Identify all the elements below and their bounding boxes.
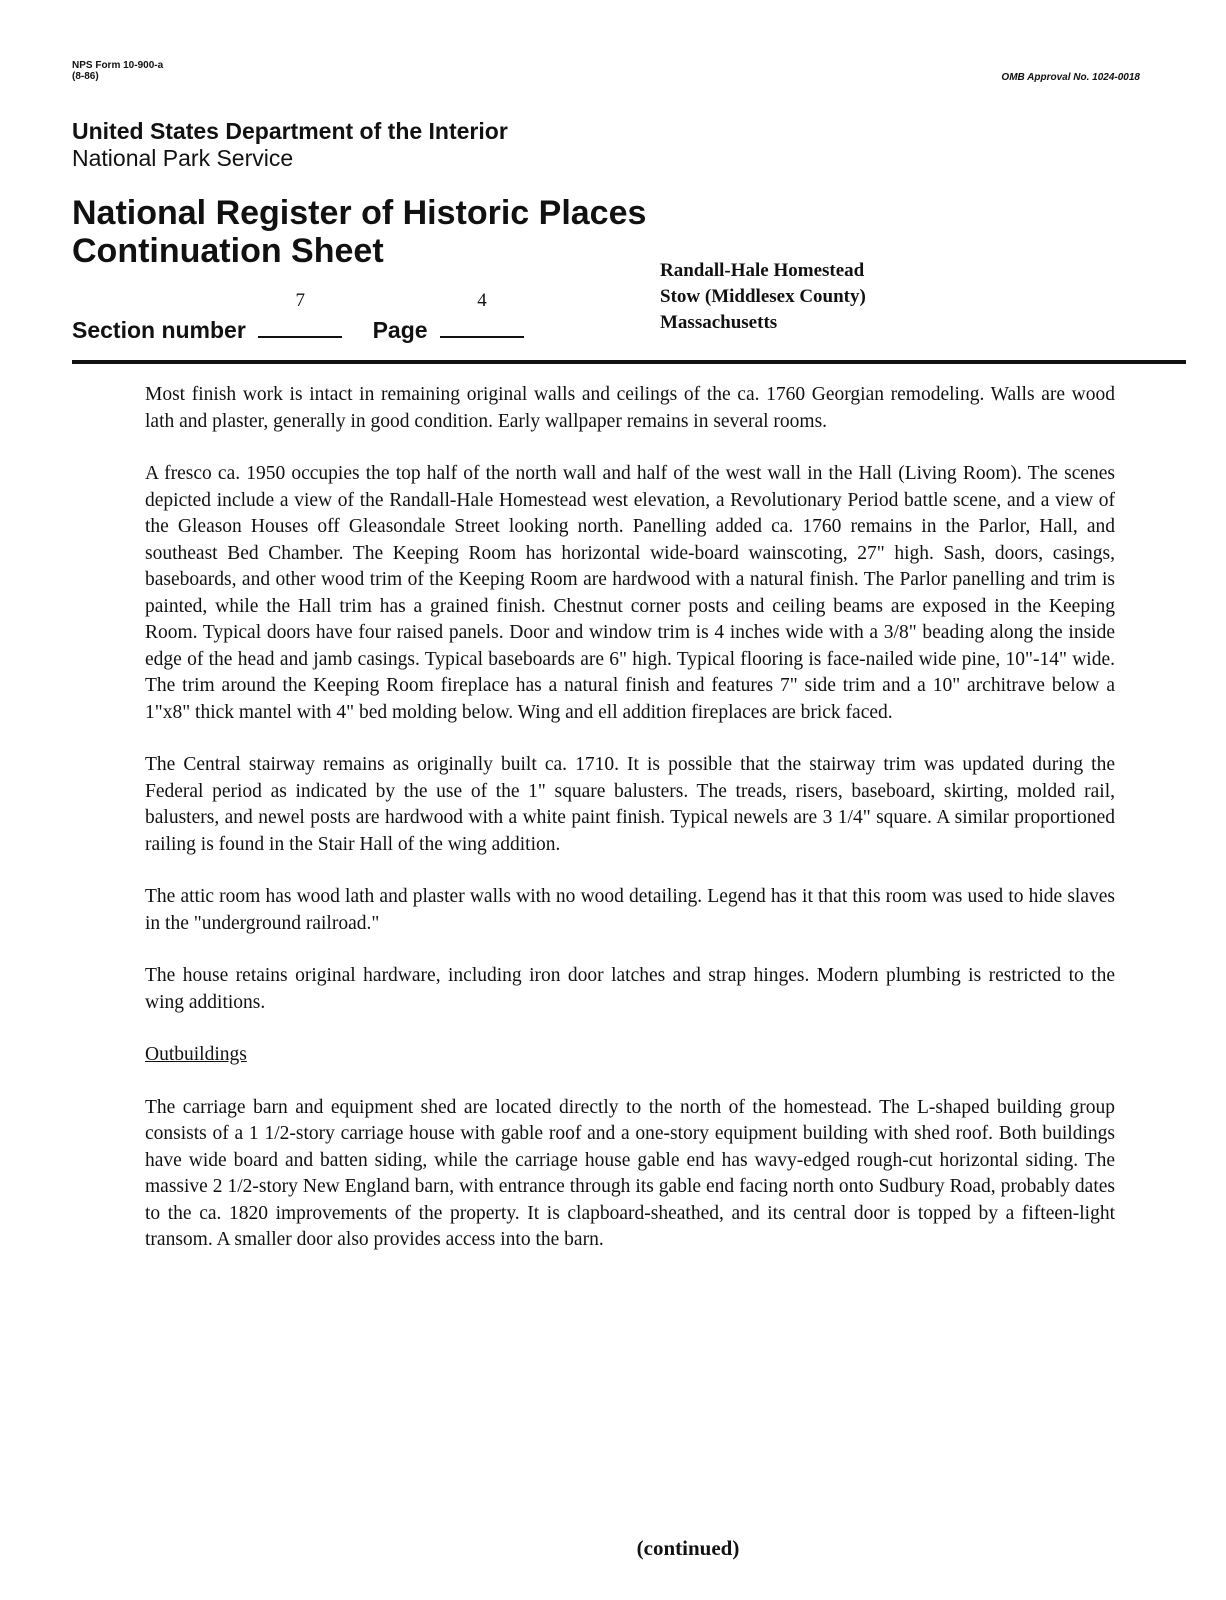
document-title: [72, 194, 646, 270]
page-number-value: 4: [477, 290, 487, 311]
form-identifier: [72, 60, 163, 82]
continued-note: (continued): [636, 1536, 740, 1560]
section-number-field: [258, 290, 342, 338]
department-name: United States Department of the Interior: [72, 118, 508, 144]
omb-approval-number: OMB Approval No. 1024-0018: [1001, 72, 1140, 83]
property-name: Randall-Hale Homestead: [660, 260, 865, 281]
service-name: National Park Service: [72, 145, 294, 171]
form-revision-date: (8-86): [72, 71, 99, 82]
property-location: Stow (Middlesex County): [660, 286, 866, 307]
section-number-value: 7: [295, 290, 305, 311]
paragraph-finish-work: Most finish work is intact in remaining original walls and ceilings of the ca. 1760 Georgian remodeling. Walls are wood lath and plaster, generally in good condition. Early wallpaper remains in several rooms.: [145, 384, 1115, 432]
page-number-field: [440, 290, 524, 338]
form-number: NPS Form 10-900-a: [72, 60, 164, 71]
title-line-1: National Register of Historic Places: [72, 194, 647, 232]
outbuildings-heading: Outbuildings: [145, 1044, 247, 1065]
page-label: Page: [372, 317, 428, 343]
section-page-line: [72, 290, 530, 344]
header-divider: [72, 360, 1186, 364]
property-identification: [660, 258, 866, 336]
paragraph-fresco-panelling: A fresco ca. 1950 occupies the top half of the north wall and half of the west wall in the Hall (Living Room). The scenes depicted include a view of the Randall-Hale Homestead west elevation, a Revolutionary Period battle scene, and a view of the Gleason Houses off Gleasondale Street looking north. Panelling added ca. 1760 remains in the Parlor, Hall, and southeast Bed Chamber. The Keeping Room has horizontal wide-board wainscoting, 27" high. Sash, doors, casings, baseboards, and other wood trim of the Keeping Room are hardwood with a natural finish. The Parlor panelling and trim is painted, while the Hall trim has a grained finish. Chestnut corner posts and ceiling beams are exposed in the Keeping Room. Typical doors have four raised panels. Door and window trim is 4 inches wide with a 3/8" beading along the inside edge of the head and jamb casings. Typical baseboards are 6" high. Typical flooring is face-nailed wide pine, 10"-14" wide. The trim around the Keeping Room fireplace has a natural finish and features 7" side trim and a 10" architrave below a 1"x8" thick mantel with 4" bed molding below. Wing and ell addition fireplaces are brick faced.: [145, 463, 1115, 723]
continuation-body: [145, 382, 1115, 1280]
paragraph-attic-room: The attic room has wood lath and plaster walls with no wood detailing. Legend has it that this room was used to hide slaves in the "underground railroad.": [145, 886, 1115, 934]
paragraph-outbuildings: The carriage barn and equipment shed are located directly to the north of the homestead. The L-shaped building group consists of a 1 1/2-story carriage house with gable roof and a one-story equipment building with shed roof. Both buildings have wide board and batten siding, while the carriage house gable end has wavy-edged rough-cut horizontal siding. The massive 2 1/2-story New England barn, with entrance through its gable end facing north onto Sudbury Road, probably dates to the ca. 1820 improvements of the property. It is clapboard-sheathed, and its central door is topped by a fifteen-light transom. A smaller door also provides access into the barn.: [145, 1096, 1115, 1250]
property-state: Massachusetts: [660, 312, 778, 333]
title-line-2: Continuation Sheet: [72, 232, 384, 270]
paragraph-central-stairway: The Central stairway remains as originally built ca. 1710. It is possible that the stairway trim was updated during the Federal period as indicated by the use of the 1" square balusters. The treads, risers, baseboard, skirting, molded rail, balusters, and newel posts are hardwood with a white paint finish. Typical newels are 3 1/4" square. A similar proportioned railing is found in the Stair Hall of the wing addition.: [145, 754, 1115, 855]
section-number-label: Section number: [72, 317, 246, 343]
agency-block: [72, 118, 508, 172]
paragraph-hardware: The house retains original hardware, including iron door latches and strap hinges. Modern plumbing is restricted to the wing additions.: [145, 965, 1115, 1013]
